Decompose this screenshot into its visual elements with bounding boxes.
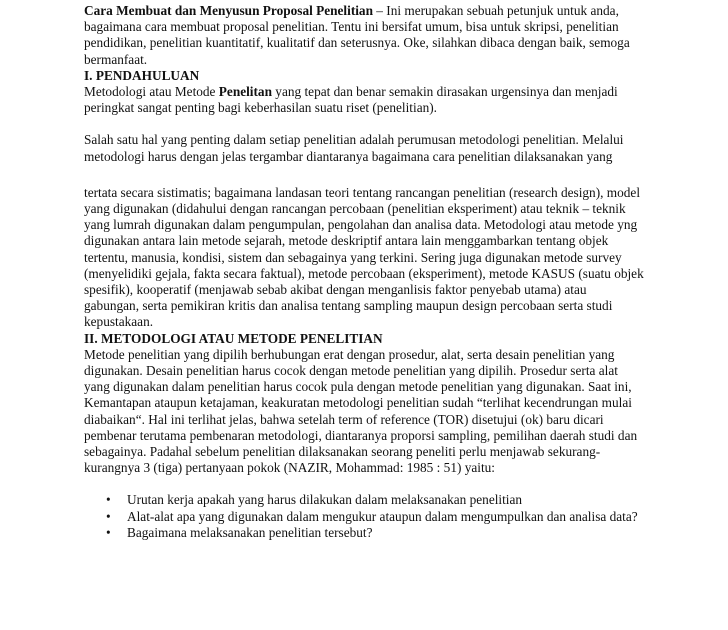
section-1-paragraph-1	[84, 84, 644, 116]
list-item-text: Bagaimana melaksanakan penelitian tersebut?	[127, 524, 373, 540]
section-pendahuluan	[84, 68, 644, 331]
document-page	[84, 0, 644, 541]
bullet-icon: •	[106, 524, 111, 540]
intro-paragraph	[84, 3, 644, 68]
bullet-icon: •	[106, 508, 111, 524]
question-list	[84, 492, 644, 541]
section-1-p1-text-b: yang tepat dan benar semakin dirasakan urgensinya dan menjadi peringkat sangat penting bagi keberhasilan suatu riset (penelitian).	[84, 84, 618, 116]
section-1-p1-bold: Penelitan	[218, 84, 272, 100]
bullet-icon: •	[106, 492, 111, 508]
list-item-text: Urutan kerja apakah yang harus dilakukan dalam melaksanakan penelitian	[127, 492, 523, 508]
list-item-text: Alat-alat apa yang digunakan dalam mengukur ataupun dalam mengumpulkan dan analisa data?	[127, 508, 638, 524]
intro-title: Cara Membuat dan Menyusun Proposal Penelitian	[84, 3, 373, 18]
section-2-heading: II. METODOLOGI ATAU METODE PENELITIAN	[84, 330, 383, 346]
section-1-p1-text-a: Metodologi atau Metode	[84, 84, 219, 100]
section-1-paragraph-2: Salah satu hal yang penting dalam setiap penelitian adalah perumusan metodologi penelitian. Melalui metodologi harus dengan jelas tergambar diantaranya bagaimana cara penelitian dilaksanakan yang	[84, 132, 624, 164]
list-item	[84, 525, 644, 541]
section-1-paragraph-3: tertata secara sistimatis; bagaimana landasan teori tentang rancangan penelitian (research design), model yang digunakan (didahului dengan rancangan percobaan (penelitian eksperiment) atau teknik – teknik yang lumrah digunakan dalam pengumpulan, pengolahan dan analisa data. Metodologi atau metode yng digunakan antara lain metode sejarah, metode deskriptif antara lain menggambarkan tentang objek tertentu, manusia, kondisi, sistem dan sebagainya yang terkini. Sering juga digunakan metode survey (menyelidiki gejala, fakta secara faktual), metode percobaan (eksperiment), metode KASUS (suatu objek spesifik), kooperatif (menjawab sebab akibat dengan menganlisis faktor penyebab utama) atau gabungan, serta pemikiran kritis dan analisa tentang sampling maupun design percobaan serta studi kepustakaan.	[84, 184, 644, 330]
list-item	[84, 509, 644, 525]
section-metodologi	[84, 331, 644, 541]
section-1-heading: I. PENDAHULUAN	[84, 67, 200, 83]
list-item	[84, 492, 644, 508]
intro-text: – Ini merupakan sebuah petunjuk untuk anda, bagaimana cara membuat proposal penelitian. Tentu ini bersifat umum, bisa untuk skripsi, penelitian pendidikan, penelitian kuantitatif, kualitatif dan seterusnya. Oke, silahkan dibaca dengan baik, semoga bermanfaat.	[84, 3, 630, 67]
section-2-paragraph-1: Metode penelitian yang dipilih berhubungan erat dengan prosedur, alat, serta desain penelitian yang digunakan. Desain penelitian harus cocok dengan metode penelitian yang dipilih. Prosedur serta alat yang digunakan dalam penelitian harus cocok pula dengan metode penelitian yang digunakan. Saat ini, Kemantapan ataupun ketajaman, keakuratan metodologi penelitian sudah “terlihat kecendrungan mulai diabaikan“. Hal ini terlihat jelas, bahwa setelah term of reference (TOR) disetujui (ok) baru dicari pembenar terutama pembenaran metodologi, diantaranya proporsi sampling, pemilihan daerah studi dan sebagainya. Padahal sebelum penelitian dilaksanakan seorang peneliti perlu menjawab sekurang-kurangnya 3 (tiga) pertanyaan pokok (NAZIR, Mohammad: 1985 : 51) yaitu:	[84, 346, 638, 476]
